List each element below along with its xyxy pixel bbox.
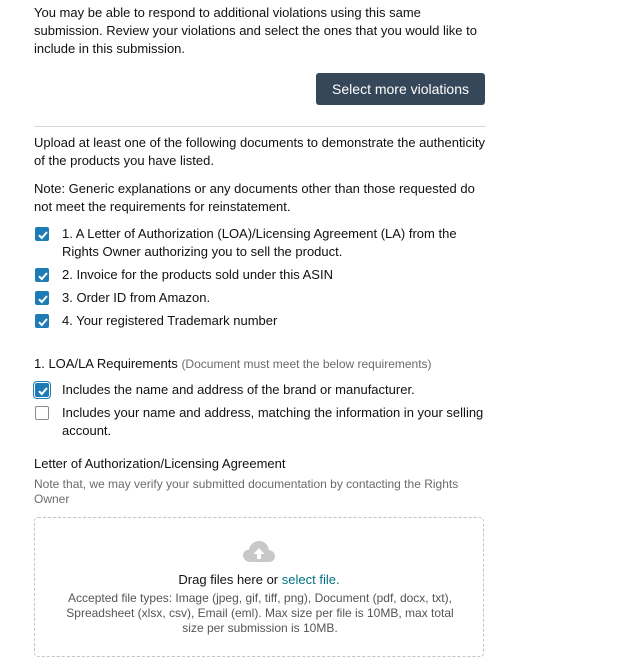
upload-section-title: Letter of Authorization/Licensing Agreement — [34, 456, 286, 471]
select-file-link[interactable]: select file. — [281, 572, 340, 587]
checkbox-checked-icon[interactable] — [35, 227, 49, 241]
requirement-label: Includes the name and address of the brand or manufacturer. — [62, 382, 415, 397]
loa-requirements-heading — [34, 355, 486, 373]
requirement-your-address[interactable] — [34, 404, 486, 440]
checkbox-checked-icon[interactable] — [35, 291, 49, 305]
document-option-label: 2. Invoice for the products sold under this ASIN — [62, 267, 333, 282]
section-divider — [34, 126, 486, 127]
document-option-loa[interactable] — [34, 225, 486, 261]
upload-section-note: Note that, we may verify your submitted documentation by contacting the Rights Owner — [34, 477, 459, 506]
document-option-label: 3. Order ID from Amazon. — [62, 290, 211, 305]
checkbox-checked-icon[interactable] — [35, 383, 49, 397]
requirement-brand-address[interactable] — [34, 381, 486, 399]
drag-label: Drag files here or — [178, 572, 279, 587]
checkbox-checked-icon[interactable] — [35, 268, 49, 282]
requirements-checklist — [34, 381, 486, 445]
document-option-trademark[interactable] — [34, 312, 486, 330]
document-checklist — [34, 225, 486, 335]
cloud-upload-icon — [242, 540, 276, 564]
document-option-label: 4. Your registered Trademark number — [62, 313, 278, 328]
checkbox-checked-icon[interactable] — [35, 314, 49, 328]
requirements-heading-text: 1. LOA/LA Requirements — [34, 356, 178, 371]
button-row — [34, 73, 485, 105]
document-option-invoice[interactable] — [34, 266, 486, 284]
upload-instructions: Upload at least one of the following documents to demonstrate the authenticity of the products you have listed. — [34, 135, 485, 168]
drag-files-text — [35, 571, 483, 589]
requirement-label: Includes your name and address, matching the information in your selling account. — [62, 405, 484, 438]
intro-text: You may be able to respond to additional violations using this same submission. Review your violations and select the ones that you would like to include in this submission. — [34, 5, 477, 56]
checkbox-unchecked-icon[interactable] — [35, 406, 49, 420]
requirements-heading-note: (Document must meet the below requirements) — [181, 357, 432, 371]
requirements-note: Note: Generic explanations or any documents other than those requested do not meet the requirements for reinstatement. — [34, 181, 475, 214]
file-dropzone[interactable] — [34, 517, 484, 657]
accepted-file-types: Accepted file types: Image (jpeg, gif, tiff, png), Document (pdf, docx, txt), Spreadsheet (xlsx, csv), Email (eml). Max size per file is 10MB, max total size per submission is 10MB. — [66, 591, 454, 635]
document-option-order-id[interactable] — [34, 289, 486, 307]
document-option-label: 1. A Letter of Authorization (LOA)/Licensing Agreement (LA) from the Rights Owner authorizing you to sell the product. — [62, 226, 457, 259]
select-more-violations-button[interactable]: Select more violations — [316, 73, 485, 105]
